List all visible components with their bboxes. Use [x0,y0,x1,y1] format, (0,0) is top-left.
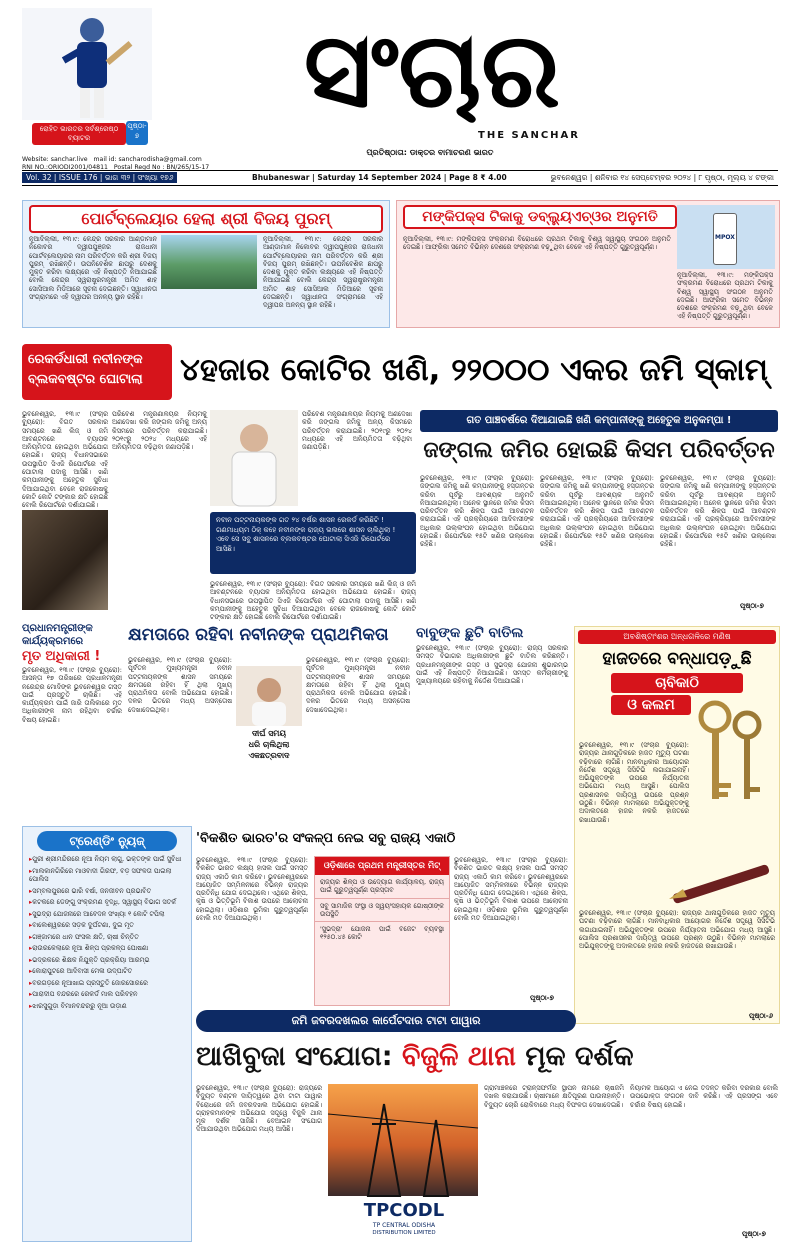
pm-headline-2: ମୃତ ଅଧିକାରୀ ! [22,649,101,664]
first-meet-box [314,856,450,1006]
website[interactable]: Website: sanchar.live [22,156,88,163]
tpcodl-logo-sub: TP CENTRAL ODISHA [372,1222,436,1229]
power-headline-part1: ଆଖିବୁଜା ସଂଯୋଗ: [196,1041,402,1072]
naveen-photo [210,410,298,506]
top-right-headline: ମଙ୍କିପକ୍ସ ଟିକାକୁ ଡବ୍ଲ୍ୟୁଏଚ୍‌ଓର ଅନୁମତି [403,205,677,229]
vol-odia: ଭାଗ ୩୨ [104,173,131,182]
leader-photo [236,666,302,726]
lead-body-c3: ଭୁବନେଶ୍ୱର, ୧୩।୯ (ସଂଚାର ବ୍ୟୁରୋ): ଜଙ୍ଗଲ ଜମିକୁ ଖଣି କମ୍ପାନୀଙ୍କୁ ହସ୍ତାନ୍ତର କରିବା ପୂର୍ବରୁ ଆବଶ୍ୟକ ଅନୁମତି ନିଆଯାଇନଥିଲା। ଅନେକ ସ୍ଥାନରେ ଜମିର କିସମ ପରିବର୍ତ୍ତନ କରି ଶିଳ୍ପ ପାଇଁ ଆବଣ୍ଟନ କରାଯାଇଛି। ଏହି ପ୍ରକ୍ରିୟାରେ ଆଦିବାସୀଙ୍କ ଅଧିକାର ଉଲ୍ଲଂଘନ ହୋଇଥିବା ଅଭିଯୋଗ ହୋଇଛି। ରିପୋର୍ଟରେ ୧୫ଟି ଖଣିର ଉଲ୍ଲେଖ ରହିଛି। [660,474,776,549]
power-headline-part2: ବିଜୁଳି ଥାନା [401,1041,516,1072]
lead-body-b: ପରିବେଶ ମନ୍ତ୍ରଣାଳୟର ନିୟମକୁ ଅଣଦେଖା କରି ଜଙ୍ଗଲ ଜମିକୁ ଅନ୍ୟ କିସମରେ ପରିବର୍ତ୍ତନ କରାଯାଇଛି। ୨୦୧୯ରୁ ୨୦୨୪ ମଧ୍ୟରେ ଏହି ଅନିୟମିତତା ବଢ଼ିଥିବା ଜଣାପଡ଼ିଛି। [112,410,207,452]
babu-story[interactable] [416,622,568,822]
tpcodl-logo-text: TPCODL [363,1200,445,1221]
lead-body-c2: ଭୁବନେଶ୍ୱର, ୧୩।୯ (ସଂଚାର ବ୍ୟୁରୋ): ଜଙ୍ଗଲ ଜମିକୁ ଖଣି କମ୍ପାନୀଙ୍କୁ ହସ୍ତାନ୍ତର କରିବା ପୂର୍ବରୁ ଆବଶ୍ୟକ ଅନୁମତି ନିଆଯାଇନଥିଲା। ଅନେକ ସ୍ଥାନରେ ଜମିର କିସମ ପରିବର୍ତ୍ତନ କରି ଶିଳ୍ପ ପାଇଁ ଆବଣ୍ଟନ କରାଯାଇଛି। ଏହି ପ୍ରକ୍ରିୟାରେ ଆଦିବାସୀଙ୍କ ଅଧିକାର ଉଲ୍ଲଂଘନ ହୋଇଥିବା ଅଭିଯୋଗ ହୋଇଛି। ରିପୋର୍ଟରେ ୧୫ଟି ଖଣିର ଉଲ୍ଲେଖ ରହିଛି। [540,474,654,549]
power-body-a: ଭୁବନେଶ୍ୱର, ୧୩।୯ (ସଂଚାର ବ୍ୟୁରୋ): ରାଜ୍ୟରେ ବିଦ୍ୟୁତ ବଣ୍ଟନ ଦାୟିତ୍ୱରେ ଥିବା ଟାଟା ପାୱାର ବିରୋଧରେ ଜମି ଜବରଦଖଲ ଅଭିଯୋଗ ହୋଇଛି। ଗ୍ରାହକମାନଙ୍କ ଅଭିଯୋଗ ସତ୍ତ୍ୱେ ବିଜୁଳି ଥାନା ମୂକ ଦର୍ଶକ ସାଜିଛି। ବେଆଇନ ସଂଯୋଗ ଦିଆଯାଉଥିବା ଅଭିଯୋଗ ମଧ୍ୟ ଆସିଛି। [196,1084,322,1134]
postal-number: Postal Regd No : BN/265/15-17 [113,164,210,171]
pm-headline: ପ୍ରଧାନମନ୍ତ୍ରୀଙ୍କ କାର୍ଯ୍ୟକ୍ରମରେ [22,623,93,647]
first-meet-point: 'ସୁଭଦ୍ରା' ଯୋଜନା ପାଇଁ ବଜେଟ ବ୍ୟବସ୍ଥା ୧୨୫୦.୪୫ କୋଟି [320,925,444,942]
lead-kicker [22,344,172,400]
custody-body-2: ଭୁବନେଶ୍ୱର, ୧୩।୯ (ସଂଚାର ବ୍ୟୁରୋ): ରାଜ୍ୟର ଥାନାଗୁଡ଼ିକରେ ହାଜତ ମୃତ୍ୟୁ ଘଟଣା ବଢ଼ିବାରେ ଲାଗିଛି। ମାନବାଧିକାର ଆୟୋଗର ନିର୍ଦ୍ଦେଶ ସତ୍ତ୍ୱେ ସିସିଟିଭି ଲଗାଯାଇନାହିଁ। ଅଭିଯୁକ୍ତଙ୍କ ଉପରେ ନିର୍ଯ୍ୟାତନା ଅଭିଯୋଗ ମଧ୍ୟ ଆସୁଛି। ପୋଲିସ ପ୍ରଶାସନର ଦାୟିତ୍ୱ ଉପରେ ପ୍ରଶ୍ନ ଉଠୁଛି। ବିଭିନ୍ନ ମାମଲାରେ ଅଭିଯୁକ୍ତଙ୍କୁ ଅଦାଲତରେ ହାଜର ନକରି ହାଜତରେ ରଖାଯାଉଛି। [579,909,775,951]
tpcodl-logo-sub2: DISTRIBUTION LIMITED [372,1230,436,1236]
top-right-body-2: ନୂଆଦିଲ୍ଲୀ, ୧୩।୯: ମଙ୍କିପକ୍ସ ସଂକ୍ରମଣ ବିରୋଧରେ ପ୍ରଥମ ଟିକାକୁ ବିଶ୍ୱ ସ୍ୱାସ୍ଥ୍ୟ ସଂଗଠନ ଅନୁମତି ଦେଇଛି। ଆଫ୍ରିକା ସମେତ ବିଭିନ୍ନ ଦେଶରେ ସଂକ୍ରମଣ ବଢ଼ୁଥିବା ବେଳେ ଏହି ନିଷ୍ପତ୍ତି ଗୁରୁତ୍ୱପୂର୍ଣ୍ଣ। [677,271,773,321]
power-body-c: ନିୟାମକ ଆୟୋଗ ଏ ନେଇ ତଦନ୍ତ କରିବା ଦରକାର ବୋଲି ଉପଭୋକ୍ତା ସଂଗଠନ ଦାବି କରିଛି। ଏହି ପ୍ରସଙ୍ଗ ଏବେ ଚର୍ଚ୍ଚାର ବିଷୟ ହୋଇଛି। [630,1084,778,1109]
lead-headline[interactable]: ୪ହଜାର କୋଟିର ଖଣି, ୨୨୦୦୦ ଏକର ଜମି ସ୍କାମ୍ [180,352,768,388]
masthead-subtitle: THE SANCHAR [478,130,580,141]
dateline-bar [22,170,778,186]
person-icon [210,410,298,506]
trending-item[interactable]: ▸ କୋରାପୁଟରେ ଆଦିବାସୀ ମେଳା ଉଦ୍‌ଘାଟିତ [29,967,185,976]
lead-body-a: ଭୁବନେଶ୍ୱର, ୧୩।୯ (ସଂଚାର ବ୍ୟୁରୋ): ବିଗତ ସରକାର ସମୟରେ ଖଣି ଲିଜ୍ ଓ ଜମି ଆବଣ୍ଟନରେ ବ୍ୟାପକ ଅନିୟମିତତା ହୋଇଥିବା ଅଭିଯୋଗ ହୋଇଛି। ରାଜ୍ୟ ବିଧାନସଭାରେ ଉପସ୍ଥାପିତ ସିଏଜି ରିପୋର୍ଟରେ ଏହି ଘୋଟାଲା ପଦାକୁ ଆସିଛି। ଖଣି କମ୍ପାନୀଙ୍କୁ ଅହେତୁକ ସୁବିଧା ଦିଆଯାଇଥିବା ବେଳେ ରାଜକୋଷକୁ କୋଟି କୋଟି ଟଙ୍କାର କ୍ଷତି ହୋଇଛି ବୋଲି ରିପୋର୍ଟରେ ଦର୍ଶାଯାଇଛି। [22,410,108,510]
tpcodl-logo [334,1200,474,1240]
naveen-priority-body: ଭୁବନେଶ୍ୱର, ୧୩।୯ (ସଂଚାର ବ୍ୟୁରୋ): ପୂର୍ବତନ ମୁଖ୍ୟମନ୍ତ୍ରୀ ନବୀନ ପଟ୍ଟନାୟକଙ୍କ ଶାସନ ସମୟରେ କ୍ଷମତାରେ ରହିବା ହିଁ ଥିଲା ମୁଖ୍ୟ ପ୍ରାଥମିକତା ବୋଲି ଅଭିଯୋଗ ହୋଇଛି। ଦଳର ଭିତରେ ମଧ୍ୟ ଅସନ୍ତୋଷ ଦେଖାଦେଇଥିଲା। [128,656,232,714]
power-tower-icon [328,1084,478,1196]
developed-india-body-2: ଭୁବନେଶ୍ୱର, ୧୩।୯ (ସଂଚାର ବ୍ୟୁରୋ): ବିକଶିତ ଭାରତ ଲକ୍ଷ୍ୟ ହାସଲ ପାଇଁ ସମସ୍ତ ରାଜ୍ୟ ଏକାଠି କାମ କରିବେ। ଭୁବନେଶ୍ୱରରେ ଆୟୋଜିତ ସମ୍ମିଳନୀରେ ବିଭିନ୍ନ ରାଜ୍ୟର ପ୍ରତିନିଧି ଯୋଗ ଦେଇଥିଲେ। ଏଥିରେ ଶିଳ୍ପ, କୃଷି ଓ ଭିତ୍ତିଭୂମି ବିକାଶ ଉପରେ ଆଲୋଚନା ହୋଇଥିଲା। ଓଡ଼ିଶାର ଭୂମିକା ଗୁରୁତ୍ୱପୂର୍ଣ୍ଣ ବୋଲି ମତ ଦିଆଯାଇଥିଲା। [454,856,568,923]
portrait-icon [236,666,302,726]
trending-box[interactable] [22,826,192,1242]
trending-item[interactable]: ▸ ରାଉରକେଲାରେ ନୂଆ ଶିଳ୍ପ ପ୍ରକଳ୍ପ ଘୋଷଣା [29,944,185,953]
cricketer-photo [22,8,152,120]
pm-story[interactable] [22,622,122,822]
promo-caption: ରୋହିତ ଭାରତର ସର୍ବଶ୍ରେଷ୍ଠ ବ୍ୟାଟର [32,123,126,145]
babu-headline: ବାବୁଙ୍କ ଛୁଟି ବାତିଲ [416,625,524,641]
rni-number: RNI NO.:ORIODI2001/04811 [22,164,108,171]
custody-story[interactable] [574,626,780,1024]
trending-item[interactable]: ▸ ବରଗଡ଼ରେ ନୂଆଖାଇ ପ୍ରସ୍ତୁତି ଜୋରସୋରରେ [29,979,185,988]
first-meet-point: ସବୁ ସାମାଜିକ ସଂସ୍ଥା ଓ ସ୍ୱୟଂସହାୟକ ଗୋଷ୍ଠୀଙ୍କ ଉପସ୍ଥିତି [315,899,449,923]
promo-box[interactable] [22,8,152,148]
vial-label: MPOX [715,234,735,241]
trending-item[interactable]: ▸ ସୁଭଦ୍ରା ଯୋଜନାରେ ଆବେଦନ ସଂଖ୍ୟା ୧ କୋଟି ଟପିଲା [29,910,185,919]
custody-tag1: ଚାବିକାଠି [611,673,743,693]
power-kicker: ଜମି ଜବରଦଖଲର କାର୍ପେଟଦାର ଟାଟା ପାୱାର [196,1010,576,1032]
top-left-story[interactable] [22,200,390,328]
vaccine-photo [677,205,775,269]
power-headline-part3: ମୂକ ଦର୍ଶକ [515,1041,634,1072]
trending-item[interactable]: ▸ ଝାରସୁଗୁଡ଼ା ବିମାନବନ୍ଦରରୁ ନୂଆ ଉଡ଼ାଣ [29,1002,185,1011]
keys-icon [685,697,775,827]
issue: ISSUE 176 [58,173,98,182]
vial-icon [713,213,737,265]
power-body-b: ଗ୍ରାମାଞ୍ଚଳରେ ଟ୍ରାନ୍ସଫର୍ମର ସ୍ଥାପନ ନାମରେ ଚାଷଜମି ଦଖଲ କରାଯାଉଛି। ଚାଷୀମାନେ କ୍ଷତିପୂରଣ ପାଉନାହାନ୍ତି। ବିଦ୍ୟୁତ ଚୋରି ରୋକିବାରେ ମଧ୍ୟ ବିଫଳତା ଦେଖାଦେଇଛି। [484,1084,624,1109]
transmission-photo [328,1084,478,1196]
lead-body-b2: ପରିବେଶ ମନ୍ତ୍ରଣାଳୟର ନିୟମକୁ ଅଣଦେଖା କରି ଜଙ୍ଗଲ ଜମିକୁ ଅନ୍ୟ କିସମରେ ପରିବର୍ତ୍ତନ କରାଯାଇଛି। ୨୦୧୯ରୁ ୨୦୨୪ ମଧ୍ୟରେ ଏହି ଅନିୟମିତତା ବଢ଼ିଥିବା ଜଣାପଡ଼ିଛି। [302,410,412,452]
trending-item[interactable]: ▸ ସମ୍ବଲପୁରରେ ଭାରି ବର୍ଷା, ଜନଜୀବନ ପ୍ରଭାବିତ [29,887,185,896]
top-left-body: ନୂଆଦିଲ୍ଲୀ, ୧୩।୯: କେନ୍ଦ୍ର ସରକାର ଆଣ୍ଡାମାନ ନିକୋବର ଦ୍ୱୀପପୁଞ୍ଜର ରାଜଧାନୀ ପୋର୍ଟବ୍ଲେୟାରର ନାମ ପରିବର୍ତ୍ତନ କରି ଶ୍ରୀ ବିଜୟ ପୁରମ୍ ରଖିଛନ୍ତି। ଉପନିବେଶିକ ଛାପରୁ ଦେଶକୁ ମୁକ୍ତ କରିବା ଲକ୍ଷ୍ୟରେ ଏହି ନିଷ୍ପତ୍ତି ନିଆଯାଇଛି ବୋଲି କେନ୍ଦ୍ର ସ୍ୱରାଷ୍ଟ୍ରମନ୍ତ୍ରୀ ଅମିତ ଶାହ ସୋସିଆଲ ମିଡିଆରେ ସୂଚନା ଦେଇଛନ୍ତି। ସ୍ୱାଧୀନତା ସଂଗ୍ରାମରେ ଏହି ଦ୍ୱୀପର ଅନନ୍ୟ ସ୍ଥାନ ରହିଛି। [29,235,157,302]
developed-india-headline[interactable]: 'ବିକଶିତ ଭାରତ'ର ସଂକଳ୍ପ ନେଇ ସବୁ ରାଜ୍ୟ ଏକାଠି [196,831,456,846]
pm-body: ଭୁବନେଶ୍ୱର, ୧୩।୯ (ସଂଚାର ବ୍ୟୁରୋ): ଆସନ୍ତା ୧୭ ତାରିଖରେ ପ୍ରଧାନମନ୍ତ୍ରୀ ନରେନ୍ଦ୍ର ମୋଦିଙ୍କ ଭୁବନେଶ୍ୱର ଗସ୍ତ ପାଇଁ ପ୍ରସ୍ତୁତି ଚାଲିଛି। ଏହି କାର୍ଯ୍ୟକ୍ରମ ପାଇଁ ଜାରି ତାଲିକାରେ ମୃତ ଅଧିକାରୀଙ୍କ ନାମ ରହିଥିବା ଚର୍ଚ୍ଚାର ବିଷୟ ହୋଇଛି। [22,666,122,724]
custody-continue[interactable]: ପୃଷ୍ଠା-୬ [749,1012,773,1020]
island-photo [161,235,257,289]
naveen-priority-headline[interactable]: କ୍ଷମତାରେ ରହିବା ନବୀନଙ୍କ ପ୍ରାଥମିକତା [128,625,389,645]
trending-item[interactable]: ▸ ପାରାଦୀପ ବନ୍ଦରରେ ରେକର୍ଡ ମାଲ ପରିବହନ [29,990,185,999]
custody-tag2: ଓ କଲମ [611,695,691,715]
mine-photo [22,510,108,610]
top-right-body: ନୂଆଦିଲ୍ଲୀ, ୧୩।୯: ମଙ୍କିପକ୍ସ ସଂକ୍ରମଣ ବିରୋଧରେ ପ୍ରଥମ ଟିକାକୁ ବିଶ୍ୱ ସ୍ୱାସ୍ଥ୍ୟ ସଂଗଠନ ଅନୁମତି ଦେଇଛି। ଆଫ୍ରିକା ସମେତ ବିଭିନ୍ନ ଦେଶରେ ସଂକ୍ରମଣ ବଢ଼ୁଥିବା ବେଳେ ଏହି ନିଷ୍ପତ୍ତି ଗୁରୁତ୍ୱପୂର୍ଣ୍ଣ। [403,235,671,252]
lead-kicker-line1: ରେକର୍ଡଧାରୀ ନବୀନଙ୍କ [28,352,143,367]
custody-kicker: ଅବଶିଷ୍ଟାଂଶର ଅନ୍ଧଗଳିରେ ମଣିଷ [578,630,776,644]
trending-item[interactable]: ▸ ପୁରୀ ଶ୍ରୀମନ୍ଦିରରେ ନୂଆ ନିୟମ ଲାଗୁ, ଭକ୍ତଙ୍କ ପାଇଁ ସୁବିଧା [29,855,185,864]
custody-body: ଭୁବନେଶ୍ୱର, ୧୩।୯ (ସଂଚାର ବ୍ୟୁରୋ): ରାଜ୍ୟର ଥାନାଗୁଡ଼ିକରେ ହାଜତ ମୃତ୍ୟୁ ଘଟଣା ବଢ଼ିବାରେ ଲାଗିଛି। ମାନବାଧିକାର ଆୟୋଗର ନିର୍ଦ୍ଦେଶ ସତ୍ତ୍ୱେ ସିସିଟିଭି ଲଗାଯାଇନାହିଁ। ଅଭିଯୁକ୍ତଙ୍କ ଉପରେ ନିର୍ଯ୍ୟାତନା ଅଭିଯୋଗ ମଧ୍ୟ ଆସୁଛି। ପୋଲିସ ପ୍ରଶାସନର ଦାୟିତ୍ୱ ଉପରେ ପ୍ରଶ୍ନ ଉଠୁଛି। ବିଭିନ୍ନ ମାମଲାରେ ଅଭିଯୁକ୍ତଙ୍କୁ ଅଦାଲତରେ ହାଜର ନକରି ହାଜତରେ ରଖାଯାଉଛି। [579,741,689,824]
trending-list [23,855,191,1010]
trending-item[interactable]: ▸ ବାଲେଶ୍ୱରରେ ସଡ଼କ ଦୁର୍ଘଟଣା, ଦୁଇ ମୃତ [29,921,185,930]
lead-kicker-line2: ବ୍ଲକବଷ୍ଟର ଘୋଟାଲା [28,372,143,387]
lead-sub-headline: ଜଙ୍ଗଲ ଜମିର ହୋଇଛି କିସମ ପରିବର୍ତ୍ତନ [423,438,775,463]
power-continue[interactable]: ପୃଷ୍ଠା-୭ [742,1230,766,1238]
dateline-right: ଭୁବନେଶ୍ୱର | ଶନିବାର ୧୪ ସେପ୍ଟେମ୍ବର ୨୦୨୪ | ୮ ପୃଷ୍ଠା, ମୂଲ୍ୟ ୪ ଟଙ୍କା [550,173,774,182]
promo-page: ପୃଷ୍ଠା- ୭ [126,121,148,145]
babu-body: ଭୁବନେଶ୍ୱର, ୧୩।୯ (ସଂଚାର ବ୍ୟୁରୋ): ରାଜ୍ୟ ସରକାର ସମସ୍ତ ବିଭାଗର ଅଧିକାରୀଙ୍କ ଛୁଟି ବାତିଲ କରିଛନ୍ତି। ପ୍ରଧାନମନ୍ତ୍ରୀଙ୍କ ଗସ୍ତ ଓ ସୁଭଦ୍ରା ଯୋଜନା ଶୁଭାରମ୍ଭ ପାଇଁ ଏହି ନିଷ୍ପତ୍ତି ନିଆଯାଇଛି। ସମସ୍ତ କର୍ମଚାରୀଙ୍କୁ ମୁଖ୍ୟାଳୟରେ ରହିବାକୁ ନିର୍ଦ୍ଦେଶ ଦିଆଯାଇଛି। [416,644,568,686]
trending-title: ଟ୍ରେଣ୍ଡିଂ ନ୍ୟୁଜ୍ [37,831,177,851]
vol: Vol. 32 [26,173,52,182]
first-meet-title: ଓଡ଼ିଶାରେ ପ୍ରଥମ ମନ୍ତ୍ରୀସ୍ତର ମିଟ୍ [315,857,449,875]
issue-odia: ସଂଖ୍ୟା ୧୭୬ [137,173,174,182]
lead-continue[interactable]: ପୃଷ୍ଠା-୭ [740,602,764,610]
lead-sub-banner: ଗତ ପାଞ୍ଚବର୍ଷରେ ଦିଆଯାଇଛି ଖଣି କମ୍ପାନୀଙ୍କୁ ଅହେତୁକ ଅନୁକମ୍ପା ! [420,410,778,432]
developed-india-continue[interactable]: ପୃଷ୍ଠା-୭ [530,994,554,1002]
trending-item[interactable]: ▸ ଗଞ୍ଜାମରେ ଧାନ ଫସଲ କ୍ଷତି, ଚାଷୀ ଚିନ୍ତିତ [29,933,185,942]
lead-body-a2: ଭୁବନେଶ୍ୱର, ୧୩।୯ (ସଂଚାର ବ୍ୟୁରୋ): ବିଗତ ସରକାର ସମୟରେ ଖଣି ଲିଜ୍ ଓ ଜମି ଆବଣ୍ଟନରେ ବ୍ୟାପକ ଅନିୟମିତତା ହୋଇଥିବା ଅଭିଯୋଗ ହୋଇଛି। ରାଜ୍ୟ ବିଧାନସଭାରେ ଉପସ୍ଥାପିତ ସିଏଜି ରିପୋର୍ଟରେ ଏହି ଘୋଟାଲା ପଦାକୁ ଆସିଛି। ଖଣି କମ୍ପାନୀଙ୍କୁ ଅହେତୁକ ସୁବିଧା ଦିଆଯାଇଥିବା ବେଳେ ରାଜକୋଷକୁ କୋଟି କୋଟି ଟଙ୍କାର କ୍ଷତି ହୋଇଛି ବୋଲି ରିପୋର୍ଟରେ ଦର୍ଶାଯାଇଛି। [210,580,416,622]
custody-headline: ହାଜତରେ ବନ୍ଧାପଡ଼ୁଛି [602,649,752,669]
top-left-headline: ପୋର୍ଟବ୍ଲେୟାର ହେଲା ଶ୍ରୀ ବିଜୟ ପୁରମ୍ [29,205,383,233]
trending-item[interactable]: ▸ ଭଦ୍ରକରେ ଶିକ୍ଷକ ନିଯୁକ୍ତି ପ୍ରକ୍ରିୟା ଆରମ୍ଭ [29,956,185,965]
naveen-photo-caption: ଦୀର୍ଘ ସମୟ ଧରି ଚାଲିଥିଲା ଏକଛତ୍ରବାଦ [248,729,290,760]
top-right-story[interactable] [396,200,780,328]
trending-item[interactable]: ▸ କଟକରେ ଡେଙ୍ଗୁ ସଂକ୍ରମଣ ବୃଦ୍ଧି, ସ୍ୱାସ୍ଥ୍ୟ ବିଭାଗ ସତର୍କ [29,898,185,907]
naveen-priority-body-2: ଭୁବନେଶ୍ୱର, ୧୩।୯ (ସଂଚାର ବ୍ୟୁରୋ): ପୂର୍ବତନ ମୁଖ୍ୟମନ୍ତ୍ରୀ ନବୀନ ପଟ୍ଟନାୟକଙ୍କ ଶାସନ ସମୟରେ କ୍ଷମତାରେ ରହିବା ହିଁ ଥିଲା ମୁଖ୍ୟ ପ୍ରାଥମିକତା ବୋଲି ଅଭିଯୋଗ ହୋଇଛି। ଦଳର ଭିତରେ ମଧ୍ୟ ଅସନ୍ତୋଷ ଦେଖାଦେଇଥିଲା। [306,656,410,714]
vol-box: Vol. 32 | ISSUE 176 | ଭାଗ ୩୨ | ସଂଖ୍ୟା ୧୭୬ [22,172,177,183]
email[interactable]: mail id: sancharodisha@gmail.com [93,156,202,163]
trending-item[interactable]: ▸ ମାଲକାନଗିରିରେ ମାଓବାଦୀ ଗିରଫ, ବଡ଼ ସଫଳତା ପାଇଲା ପୋଲିସ [29,867,185,884]
lead-body-c1: ଭୁବନେଶ୍ୱର, ୧୩।୯ (ସଂଚାର ବ୍ୟୁରୋ): ଜଙ୍ଗଲ ଜମିକୁ ଖଣି କମ୍ପାନୀଙ୍କୁ ହସ୍ତାନ୍ତର କରିବା ପୂର୍ବରୁ ଆବଶ୍ୟକ ଅନୁମତି ନିଆଯାଇନଥିଲା। ଅନେକ ସ୍ଥାନରେ ଜମିର କିସମ ପରିବର୍ତ୍ତନ କରି ଶିଳ୍ପ ପାଇଁ ଆବଣ୍ଟନ କରାଯାଇଛି। ଏହି ପ୍ରକ୍ରିୟାରେ ଆଦିବାସୀଙ୍କ ଅଧିକାର ଉଲ୍ଲଂଘନ ହୋଇଥିବା ଅଭିଯୋଗ ହୋଇଛି। ରିପୋର୍ଟରେ ୧୫ଟି ଖଣିର ଉଲ୍ଲେଖ ରହିଛି। [420,474,534,549]
power-headline[interactable] [196,1036,778,1078]
lead-quote: ନବୀନ ପଟ୍ଟନାୟକଙ୍କ ଗତ ୨୪ ବର୍ଷର ଶାସନ ରେକର୍ଡ କରିଛିଟି ! ଗଣମାଧ୍ୟମ ଠିକ୍ କହେ ନବୀନଙ୍କ ରାଜ୍ୟ ଭଲରେ ଶାସନ ଚାଲିଥିଲା ! ଏବେ ସେ ସବୁ ଶାସନରେ ବ୍ଲକବଷ୍ଟର ଘୋଟାଲା ସିଏଜି ରିପୋର୍ଟରେ ଆସିଛି। [210,512,416,574]
top-left-body-2: ନୂଆଦିଲ୍ଲୀ, ୧୩।୯: କେନ୍ଦ୍ର ସରକାର ଆଣ୍ଡାମାନ ନିକୋବର ଦ୍ୱୀପପୁଞ୍ଜର ରାଜଧାନୀ ପୋର୍ଟବ୍ଲେୟାରର ନାମ ପରିବର୍ତ୍ତନ କରି ଶ୍ରୀ ବିଜୟ ପୁରମ୍ ରଖିଛନ୍ତି। ଉପନିବେଶିକ ଛାପରୁ ଦେଶକୁ ମୁକ୍ତ କରିବା ଲକ୍ଷ୍ୟରେ ଏହି ନିଷ୍ପତ୍ତି ନିଆଯାଇଛି ବୋଲି କେନ୍ଦ୍ର ସ୍ୱରାଷ୍ଟ୍ରମନ୍ତ୍ରୀ ଅମିତ ଶାହ ସୋସିଆଲ ମିଡିଆରେ ସୂଚନା ଦେଇଛନ୍ତି। ସ୍ୱାଧୀନତା ସଂଗ୍ରାମରେ ଏହି ଦ୍ୱୀପର ଅନନ୍ୟ ସ୍ଥାନ ରହିଛି। [263,235,383,310]
developed-india-body: ଭୁବନେଶ୍ୱର, ୧୩।୯ (ସଂଚାର ବ୍ୟୁରୋ): ବିକଶିତ ଭାରତ ଲକ୍ଷ୍ୟ ହାସଲ ପାଇଁ ସମସ୍ତ ରାଜ୍ୟ ଏକାଠି କାମ କରିବେ। ଭୁବନେଶ୍ୱରରେ ଆୟୋଜିତ ସମ୍ମିଳନୀରେ ବିଭିନ୍ନ ରାଜ୍ୟର ପ୍ରତିନିଧି ଯୋଗ ଦେଇଥିଲେ। ଏଥିରେ ଶିଳ୍ପ, କୃଷି ଓ ଭିତ୍ତିଭୂମି ବିକାଶ ଉପରେ ଆଲୋଚନା ହୋଇଥିଲା। ଓଡ଼ିଶାର ଭୂମିକା ଗୁରୁତ୍ୱପୂର୍ଣ୍ଣ ବୋଲି ମତ ଦିଆଯାଇଥିଲା। [196,856,308,923]
founder-line: ପ୍ରତିଷ୍ଠାତା: ଡାକ୍ତର ବାମାଚରଣ ଭାରତ [366,148,494,157]
dateline-center: Bhubaneswar | Saturday 14 September 2024 | Page 8 ₹ 4.00 [252,173,507,182]
first-meet-point: ରାଜ୍ୟର ଶିଳ୍ପ ଓ ଉଦ୍ୟୋଗ କାର୍ଯ୍ୟାଳୟ, ରାଜ୍ୟ ପାଇଁ ଗୁରୁତ୍ୱପୂର୍ଣ୍ଣ ପ୍ରସ୍ତାବ [315,875,449,899]
masthead-title: ସଂଚାର [303,9,561,131]
